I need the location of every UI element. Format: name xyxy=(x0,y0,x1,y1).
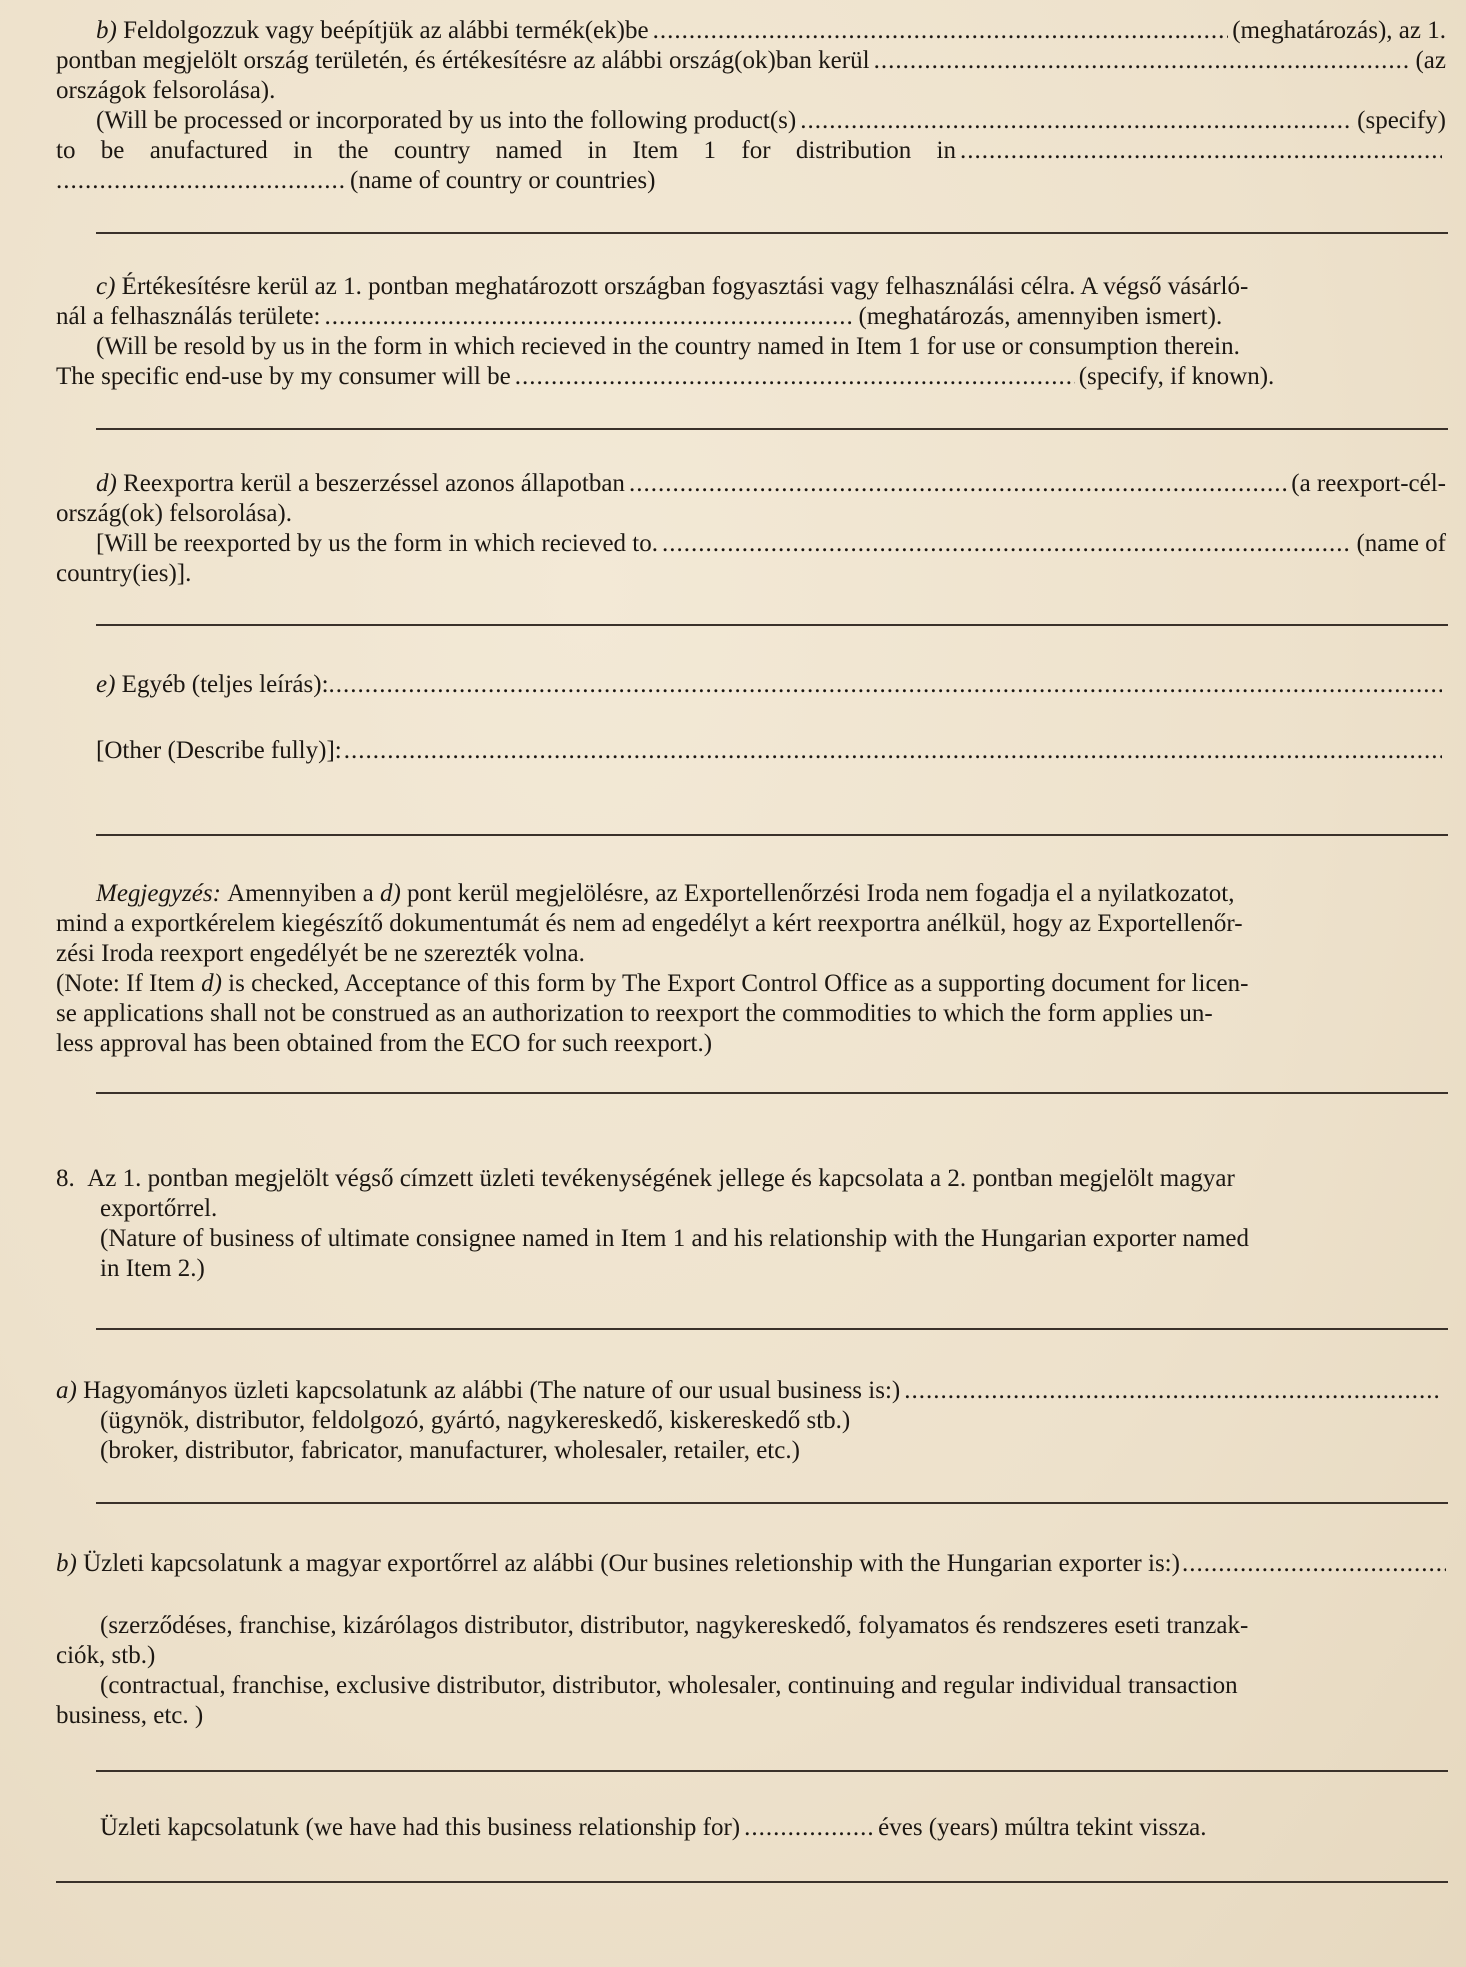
note-en-line2: se applications shall not be construed as an authorization to reexport the commodities to which the form applies un- xyxy=(56,1000,1213,1027)
section-8a-line3: (broker, distributor, fabricator, manufacturer, wholesaler, retailer, etc.) xyxy=(100,1437,800,1464)
section-8-en-line2: in Item 2.) xyxy=(100,1255,205,1282)
note-en-text1b: is checked, Acceptance of this form by The Export Control Office as a supporting document for licen- xyxy=(228,970,1249,997)
divider xyxy=(96,624,1448,626)
section-b-en-text2: (specify) xyxy=(1357,107,1446,134)
note-en-text1a: (Note: If Item xyxy=(56,970,195,997)
years-text2: éves (years) múltra tekint vissza. xyxy=(878,1814,1207,1841)
section-e-marker: e) xyxy=(96,671,116,698)
divider xyxy=(96,232,1448,234)
section-c-hu-text1: Értékesítésre kerül az 1. pontban meghatározott országban fogyasztási vagy felhasználási célra. A végső vásárló- xyxy=(121,273,1249,300)
product-fill-field[interactable] xyxy=(653,16,1229,46)
note-hu-item: d) xyxy=(379,880,401,907)
product-en-fill-field[interactable] xyxy=(800,106,1353,136)
section-d-en-text2: (name of xyxy=(1356,530,1446,557)
divider xyxy=(96,1328,1448,1330)
section-8-hu-line2: exportőrrel. xyxy=(100,1195,218,1222)
section-8-en-line1: (Nature of business of ultimate consignee named in Item 1 and his relationship with the Hungarian exporter named xyxy=(100,1225,1249,1252)
section-c-hu-line2 xyxy=(56,302,1446,332)
divider xyxy=(56,1881,1448,1883)
section-b-hu-text4: (az xyxy=(1415,47,1446,74)
section-c-en-text3: (specify, if known). xyxy=(1078,363,1275,390)
section-b-en-text4: (name of country or countries) xyxy=(350,167,656,194)
section-b-marker: b) xyxy=(96,17,117,44)
note-en-line3: less approval has been obtained from the ECO for such reexport.) xyxy=(56,1030,713,1057)
section-b-en-line1 xyxy=(56,106,1446,136)
section-d-hu-line1 xyxy=(56,469,1446,499)
note-en-line1 xyxy=(56,969,1446,999)
section-8a-line1 xyxy=(56,1376,1446,1406)
section-b-en-line2 xyxy=(56,136,1446,166)
other-hu-fill-line[interactable] xyxy=(56,718,1448,724)
section-d-hu-line2: ország(ok) felsorolása). xyxy=(56,500,293,527)
section-8b-marker: b) xyxy=(56,1550,77,1577)
section-8b-line2: (szerződéses, franchise, kizárólagos distributor, distributor, nagykereskedő, folyamatos és rendszeres eseti tranzak- xyxy=(100,1612,1249,1639)
note-hu-line3: zési Iroda reexport engedélyét be ne szerezték volna. xyxy=(56,940,585,967)
end-use-hu-fill-field[interactable] xyxy=(324,302,854,332)
divider xyxy=(96,834,1448,836)
section-c-en-line1 xyxy=(56,332,1446,362)
section-b-hu-line1 xyxy=(56,16,1446,46)
section-b-hu-text1: Feldolgozzuk vagy beépítjük az alábbi termék(ek)be xyxy=(123,17,649,44)
section-d-en-line1 xyxy=(56,529,1446,559)
section-8b xyxy=(56,1549,1446,1579)
usual-business-fill-field[interactable] xyxy=(904,1376,1442,1406)
section-8-number: 8. xyxy=(56,1165,75,1192)
other-hu-fill-field[interactable] xyxy=(329,670,1442,700)
note-en-item: d) xyxy=(201,970,222,997)
countries-fill-field[interactable] xyxy=(874,46,1412,76)
section-c-en-text1: (Will be resold by us in the form in which recieved in the country named in Item 1 for use or consumption therein. xyxy=(96,333,1240,360)
section-8b-cont xyxy=(56,1611,1446,1731)
section-c-hu-text2: nál a felhasználás területe: xyxy=(56,303,321,330)
section-b-en-text1: (Will be processed or incorporated by us into the following product(s) xyxy=(96,107,797,134)
section-c-en-line2 xyxy=(56,362,1446,392)
section-8-hu-line1 xyxy=(56,1164,1446,1194)
years-fill-field[interactable] xyxy=(744,1813,874,1843)
note-hu-line2: mind a exportkérelem kiegészítő dokumentumát és nem ad engedélyt a kért reexportra anélkül, hogy az Exportellenőr- xyxy=(56,910,1243,937)
section-8a xyxy=(56,1376,1446,1466)
section-c-en-text2: The specific end-use by my consumer will be xyxy=(56,363,511,390)
section-c xyxy=(56,272,1446,392)
relationship-fill-line[interactable] xyxy=(56,1595,1448,1601)
other-en-fill-field[interactable] xyxy=(344,736,1442,766)
section-8a-marker: a) xyxy=(56,1377,77,1404)
section-8a-text1: Hagyományos üzleti kapcsolatunk az alábbi (The nature of our usual business is:) xyxy=(83,1377,901,1404)
divider xyxy=(96,428,1448,430)
section-8b-line5: business, etc. ) xyxy=(56,1702,204,1729)
note-hu-line1 xyxy=(56,879,1446,909)
note-block xyxy=(56,879,1446,1059)
divider xyxy=(96,1770,1448,1772)
section-b-hu-line3: országok felsorolása). xyxy=(56,77,276,104)
distribution-fill-field[interactable] xyxy=(960,136,1442,166)
years-row xyxy=(56,1813,1446,1843)
note-hu-text1b: pont kerül megjelölésre, az Exportellenőrzési Iroda nem fogadja el a nyilatkozatot, xyxy=(407,880,1235,907)
note-hu-text1a: Amennyiben a xyxy=(227,880,374,907)
reexport-en-fill-field[interactable] xyxy=(662,529,1352,559)
section-8b-text1: Üzleti kapcsolatunk a magyar exportőrrel az alábbi (Our busines reletionship with the Hungarian exporter is:) xyxy=(83,1550,1180,1577)
section-e-en xyxy=(56,736,1446,766)
divider xyxy=(96,1502,1448,1504)
section-8b-line4: (contractual, franchise, exclusive distributor, distributor, wholesaler, continuing and regular individual transaction xyxy=(100,1672,1238,1699)
section-b-hu-text2: (meghatározás), az 1. xyxy=(1232,17,1446,44)
section-c-hu-line1 xyxy=(56,272,1446,302)
section-d-en-text1: [Will be reexported by us the form in which recieved to. xyxy=(96,530,658,557)
section-c-marker: c) xyxy=(96,273,116,300)
section-d-marker: d) xyxy=(96,470,117,497)
section-d-en-line2: country(ies)]. xyxy=(56,560,192,587)
section-e-en-line xyxy=(56,736,1446,766)
section-8a-line2: (ügynök, distributor, feldolgozó, gyártó, nagykereskedő, kiskereskedő stb.) xyxy=(100,1407,851,1434)
other-en-fill-line[interactable] xyxy=(56,786,1448,792)
country-name-fill-field[interactable] xyxy=(56,166,346,196)
divider xyxy=(96,1092,1448,1094)
section-8 xyxy=(56,1164,1446,1284)
note-label: Megjegyzés: xyxy=(96,880,221,907)
section-e xyxy=(56,670,1446,700)
reexport-hu-fill-field[interactable] xyxy=(629,469,1287,499)
end-use-en-fill-field[interactable] xyxy=(515,362,1075,392)
section-c-hu-text3: (meghatározás, amennyiben ismert). xyxy=(858,303,1223,330)
section-8b-line3: ciók, stb.) xyxy=(56,1642,156,1669)
section-e-hu-line xyxy=(56,670,1446,700)
relationship-fill-field[interactable] xyxy=(1182,1549,1446,1579)
section-e-hu-text: Egyéb (teljes leírás): xyxy=(121,671,329,698)
section-8-hu-text1: Az 1. pontban megjelölt végső címzett üzleti tevékenységének jellege és kapcsolata a 2. pontban megjelölt magyar xyxy=(87,1165,1235,1192)
section-b-hu-text3: pontban megjelölt ország területén, és értékesítésre az alábbi ország(ok)ban kerül xyxy=(56,47,870,74)
section-8b-line1 xyxy=(56,1549,1446,1579)
section-d-hu-text1: Reexportra kerül a beszerzéssel azonos állapotban xyxy=(123,470,625,497)
section-b xyxy=(56,16,1446,196)
years-text1: Üzleti kapcsolatunk (we have had this business relationship for) xyxy=(100,1814,741,1841)
section-e-en-text: [Other (Describe fully)]: xyxy=(96,737,342,764)
section-d-hu-text2: (a reexport-cél- xyxy=(1291,470,1446,497)
section-b-en-line3 xyxy=(56,166,1446,196)
section-b-en-text3: to be anufactured in the country named in Item 1 for distribution in xyxy=(56,137,956,164)
years-line xyxy=(56,1813,1446,1843)
section-d xyxy=(56,469,1446,589)
section-b-hu-line2 xyxy=(56,46,1446,76)
